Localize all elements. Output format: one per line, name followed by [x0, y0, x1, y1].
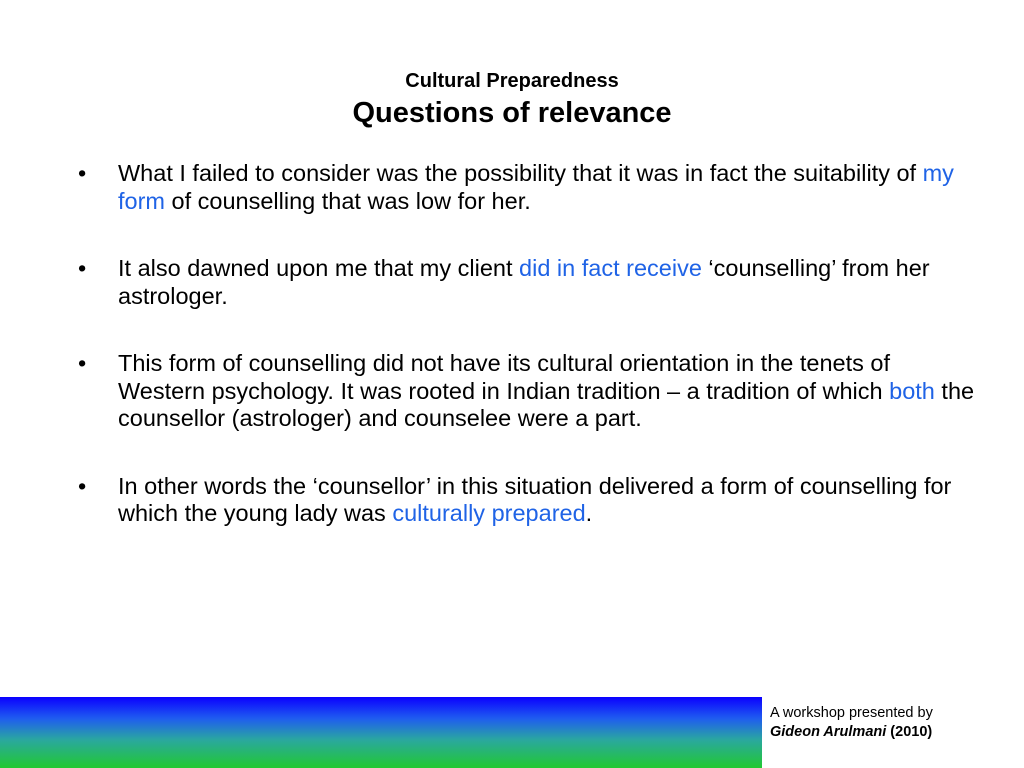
bullet-text-part: This form of counselling did not have its cultural orientation in the tenets of Western psychology. It was rooted in Indian tradition – a tradition of which: [118, 350, 891, 404]
bullet-text: [118, 160, 954, 214]
bullet-text: [118, 350, 974, 431]
title-block: [0, 68, 1024, 130]
slide-title: Cultural Preparedness: [405, 70, 619, 92]
bullet-item: [78, 160, 978, 215]
bullet-text-part: .: [585, 500, 593, 526]
bullet-text: [118, 255, 930, 309]
slide-subtitle: Questions of relevance: [352, 97, 672, 129]
highlighted-text: my form: [118, 160, 954, 214]
bullet-list: [78, 160, 978, 568]
footer-author-line: [770, 723, 933, 742]
footer-credit: [770, 704, 933, 742]
bullet-text-part: What I failed to consider was the possibility that it was in fact the suitability of: [118, 160, 923, 186]
bullet-item: [78, 350, 978, 433]
bullet-text: [118, 473, 951, 527]
bullet-marker: •: [78, 255, 87, 281]
highlighted-text: both: [889, 377, 935, 404]
bullet-marker: •: [78, 472, 87, 499]
footer-line: A workshop presented by: [770, 705, 933, 721]
bullet-item: [78, 255, 978, 310]
highlighted-text: culturally prepared: [392, 500, 586, 526]
bullet-marker: •: [78, 350, 87, 376]
bullet-item: [78, 473, 978, 528]
bullet-text-part: It also dawned upon me that my client: [118, 255, 520, 281]
bullet-text-part: ‘counselling’ from her astrologer.: [118, 255, 930, 309]
footer-year: (2010): [886, 724, 933, 740]
bullet-text-part: of counselling that was low for her.: [165, 187, 531, 214]
highlighted-text: did in fact receive: [519, 255, 702, 281]
bullet-marker: •: [78, 160, 87, 186]
bullet-text-part: the counsellor (astrologer) and counselee were a part.: [118, 377, 975, 431]
bullet-text-part: In other words the ‘counsellor’ in this situation delivered a form of counselling for which the young lady was: [118, 472, 952, 526]
footer-gradient-bar: [0, 697, 762, 768]
author-name: Gideon Arulmani: [770, 724, 887, 740]
